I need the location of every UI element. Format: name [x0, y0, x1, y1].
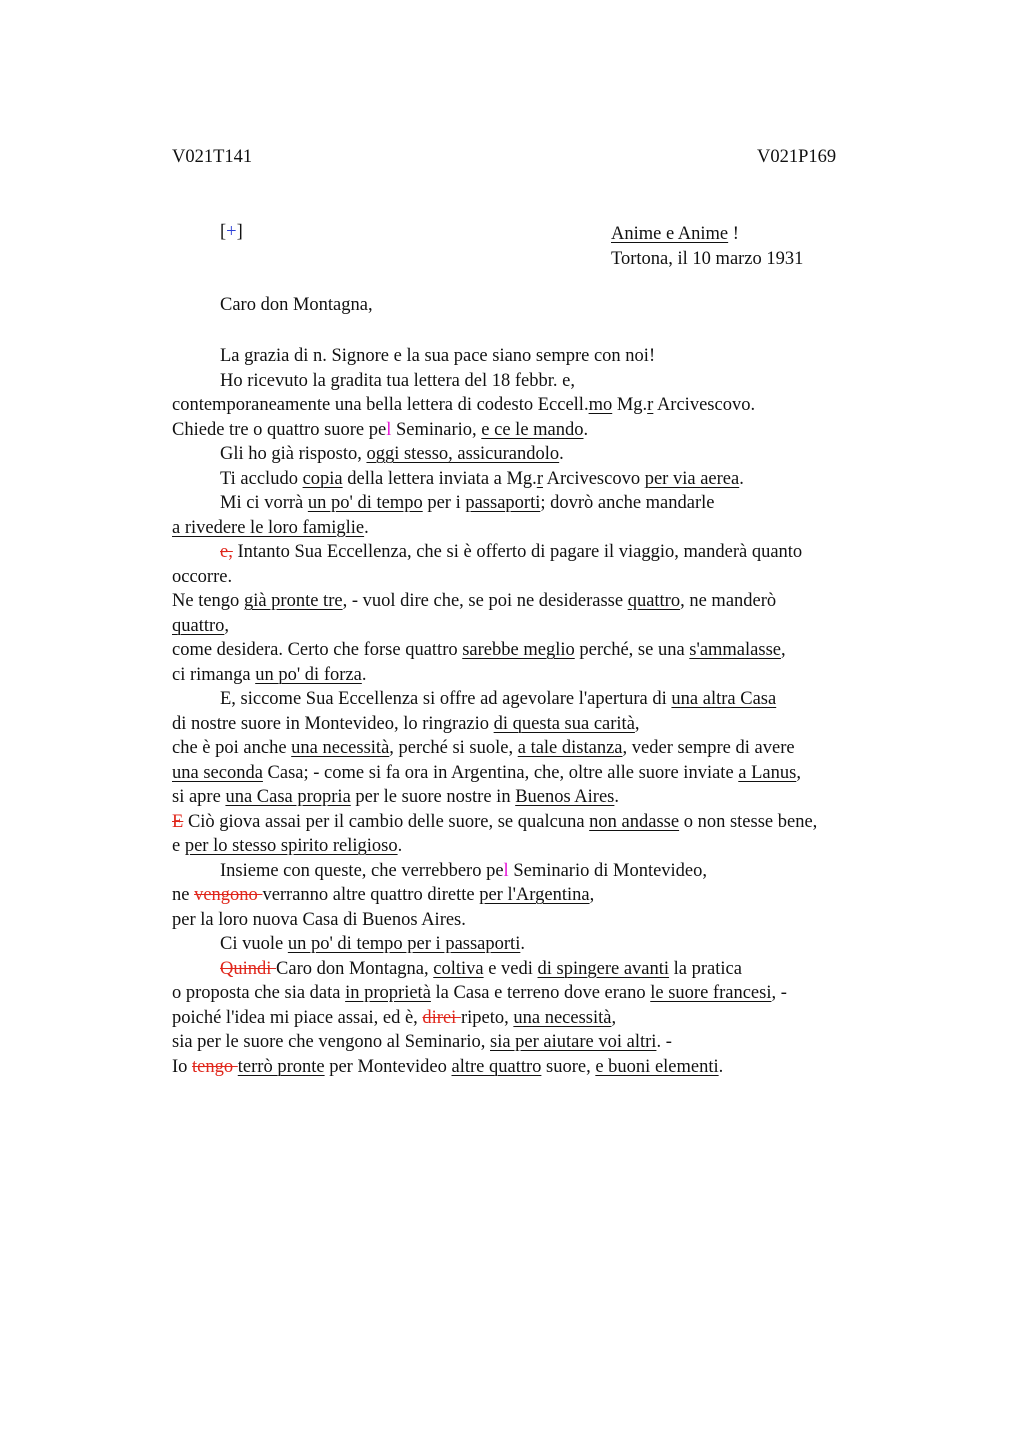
text-line: [172, 516, 932, 541]
document-code-left: V021T141: [172, 147, 253, 167]
text-segment: ne: [172, 885, 195, 905]
text-line: [172, 393, 932, 418]
text-segment: Seminario,: [391, 419, 482, 440]
underlined-text: a Lanus: [738, 762, 797, 783]
motto-line: [611, 222, 803, 247]
underlined-text: una necessità: [513, 1007, 612, 1028]
underlined-text: per lo stesso spirito religioso: [184, 836, 398, 856]
text-segment: per Montevideo: [324, 1056, 452, 1077]
underlined-text: sia per aiutare voi altri: [490, 1032, 657, 1052]
underlined-text: già pronte tre: [243, 591, 343, 611]
text-line: [172, 981, 932, 1006]
underlined-text: e ce le mando: [481, 419, 584, 440]
underlined-text: non andasse: [589, 811, 680, 832]
underlined-text: una seconda: [172, 762, 263, 783]
text-segment: per la loro nuova Casa di Buenos Aires.: [172, 909, 466, 930]
text-segment: per le suore nostre in: [350, 787, 516, 807]
text-line: [172, 418, 932, 443]
underlined-text: terrò pronte: [237, 1056, 325, 1077]
text-segment: , - vuol dire che, se poi ne desiderasse: [342, 591, 628, 611]
text-segment: suore,: [541, 1056, 596, 1077]
underlined-text: r: [536, 468, 543, 489]
text-segment: poiché l'idea mi piace assai, ed è,: [172, 1007, 423, 1028]
text-segment: Mg.: [612, 395, 648, 415]
text-segment: .: [739, 468, 744, 489]
text-segment: sia per le suore che vengono al Seminario,: [172, 1032, 490, 1052]
text-segment: ,: [611, 1007, 617, 1028]
text-line: [172, 369, 932, 394]
deleted-text: Quindi: [220, 958, 277, 979]
bracket-close: ]: [236, 222, 243, 242]
cross-marker: [220, 222, 243, 243]
text-segment: ; dovrò anche mandarle: [540, 493, 715, 513]
text-line: [172, 663, 932, 688]
text-segment: Intanto Sua Eccellenza, che si è offerto di pagare il viaggio, manderà quanto: [232, 542, 803, 562]
text-segment: ,: [780, 640, 786, 660]
salutation: Caro don Montagna,: [220, 295, 373, 315]
text-segment: .: [718, 1056, 724, 1077]
underlined-text: copia: [302, 468, 343, 489]
deleted-text: tengo: [192, 1056, 238, 1077]
text-segment: Ciò giova assai per il cambio delle suore, se qualcuna: [183, 811, 590, 832]
text-line: [172, 712, 932, 737]
text-line: [172, 638, 932, 663]
underlined-text: una Casa propria: [225, 787, 351, 807]
text-segment: Io: [172, 1056, 193, 1077]
text-segment: e: [172, 836, 185, 856]
text-segment: che è poi anche: [172, 738, 292, 758]
text-line: [172, 859, 932, 884]
underlined-text: una necessità: [291, 738, 390, 758]
text-segment: .: [364, 517, 369, 538]
inserted-letter: l: [503, 860, 509, 881]
text-line: [172, 883, 932, 908]
text-segment: .: [559, 444, 564, 464]
underlined-text: altre quattro: [451, 1056, 542, 1077]
text-line: [172, 491, 932, 516]
motto-tail: !: [728, 224, 739, 244]
text-segment: e vedi: [483, 958, 538, 979]
text-segment: verranno altre quattro dirette: [262, 885, 480, 905]
text-segment: Chiede tre o quattro suore pe: [172, 419, 387, 440]
text-line: [172, 442, 932, 467]
letter-body: [172, 344, 932, 1079]
underlined-text: coltiva: [433, 958, 484, 979]
deleted-text: vengono: [194, 885, 263, 905]
underlined-text: quattro: [627, 591, 681, 611]
text-segment: come desidera. Certo che forse quattro: [172, 640, 463, 660]
text-segment: .: [614, 787, 620, 807]
document-code-right: V021P169: [757, 147, 837, 167]
text-line: [172, 761, 932, 786]
letter-heading: [611, 222, 803, 271]
text-segment: perché, se una: [574, 640, 690, 660]
text-line: [172, 540, 932, 565]
text-segment: ,: [796, 762, 801, 783]
inserted-letter: l: [386, 419, 392, 440]
text-segment: La grazia di n. Signore e la sua pace siano sempre con noi!: [220, 346, 656, 366]
deleted-text: E: [172, 811, 184, 832]
underlined-text: a rivedere le loro famiglie: [172, 517, 365, 538]
text-segment: Casa; - come si fa ora in Argentina, che, oltre alle suore inviate: [262, 762, 739, 783]
text-segment: ,: [589, 885, 595, 905]
text-line: [172, 614, 932, 639]
text-segment: la pratica: [669, 958, 742, 979]
text-segment: di nostre suore in Montevideo, lo ringrazio: [172, 713, 494, 734]
text-segment: Arcivescovo.: [653, 395, 756, 415]
underlined-text: per l'Argentina: [479, 885, 590, 905]
underlined-text: le suore francesi: [650, 983, 772, 1003]
text-segment: ,: [224, 615, 230, 636]
text-segment: , -: [771, 983, 787, 1003]
text-segment: ripeto,: [460, 1007, 514, 1028]
text-segment: per i: [422, 493, 466, 513]
underlined-text: in proprietà: [345, 983, 431, 1003]
text-segment: Seminario di Montevideo,: [508, 860, 708, 881]
text-segment: Arcivescovo: [542, 468, 645, 489]
text-segment: Insieme con queste, che verrebbero pe: [220, 860, 504, 881]
text-segment: .: [361, 664, 367, 685]
underlined-text: r: [647, 395, 654, 415]
underlined-text: Buenos Aires: [515, 787, 615, 807]
text-segment: contemporaneamente una bella lettera di codesto Eccell.: [172, 395, 589, 415]
underlined-text: passaporti: [465, 493, 541, 513]
text-segment: , ne manderò: [680, 591, 777, 611]
underlined-text: un po' di tempo per i passaporti: [287, 934, 521, 954]
text-segment: .: [397, 836, 403, 856]
text-segment: E, siccome Sua Eccellenza si offre ad agevolare l'apertura di: [220, 689, 672, 709]
text-line: [172, 467, 932, 492]
underlined-text: mo: [588, 395, 613, 415]
text-segment: Mi ci vorrà: [220, 493, 308, 513]
underlined-text: di spingere avanti: [537, 958, 670, 979]
text-segment: Ho ricevuto la gradita tua lettera del 18 febbr. e,: [220, 370, 575, 391]
text-line: [172, 957, 932, 982]
underlined-text: s'ammalasse: [689, 640, 781, 660]
text-segment: .: [520, 934, 525, 954]
text-segment: Gli ho già risposto,: [220, 444, 367, 464]
text-segment: la Casa e terreno dove erano: [430, 983, 651, 1003]
text-segment: . -: [656, 1032, 672, 1052]
underlined-text: e buoni elementi: [595, 1056, 719, 1077]
deleted-text: direi: [422, 1007, 461, 1028]
text-line: [172, 1055, 932, 1080]
underlined-text: oggi stesso, assicurandolo: [366, 444, 560, 464]
underlined-text: di questa sua carità: [493, 713, 635, 734]
text-segment: o proposta che sia data: [172, 983, 346, 1003]
underlined-text: una altra Casa: [671, 689, 777, 709]
text-segment: o non stesse bene,: [679, 811, 818, 832]
underlined-text: un po' di forza: [255, 664, 362, 685]
text-segment: si apre: [172, 787, 226, 807]
text-segment: , perché si suole,: [389, 738, 518, 758]
text-segment: Ci vuole: [220, 934, 288, 954]
text-segment: ci rimanga: [172, 664, 256, 685]
text-line: [172, 344, 932, 369]
underlined-text: un po' di tempo: [307, 493, 423, 513]
text-line: [172, 589, 932, 614]
cross-icon: +: [226, 222, 237, 242]
text-segment: ,: [634, 713, 640, 734]
text-line: [172, 1030, 932, 1055]
text-segment: .: [583, 419, 589, 440]
underlined-text: per via aerea: [644, 468, 740, 489]
motto: Anime e Anime: [611, 224, 729, 244]
text-segment: Ne tengo: [172, 591, 244, 611]
text-line: [172, 908, 932, 933]
text-segment: , veder sempre di avere: [622, 738, 795, 758]
place-date: Tortona, il 10 marzo 1931: [611, 248, 804, 269]
text-line: [172, 932, 932, 957]
text-segment: Caro don Montagna,: [276, 958, 434, 979]
bracket-open: [: [220, 222, 227, 242]
text-line: [172, 834, 932, 859]
text-line: [172, 736, 932, 761]
text-line: [172, 810, 932, 835]
text-line: [172, 1006, 932, 1031]
text-segment: occorre.: [172, 566, 233, 587]
text-segment: della lettera inviata a Mg.: [342, 468, 537, 489]
underlined-text: sarebbe meglio: [462, 640, 575, 660]
text-segment: Ti accludo: [220, 468, 303, 489]
text-line: [172, 785, 932, 810]
deleted-text: e,: [220, 542, 233, 562]
text-line: [172, 565, 932, 590]
underlined-text: quattro: [172, 615, 225, 636]
text-line: [172, 687, 932, 712]
underlined-text: a tale distanza: [517, 738, 623, 758]
